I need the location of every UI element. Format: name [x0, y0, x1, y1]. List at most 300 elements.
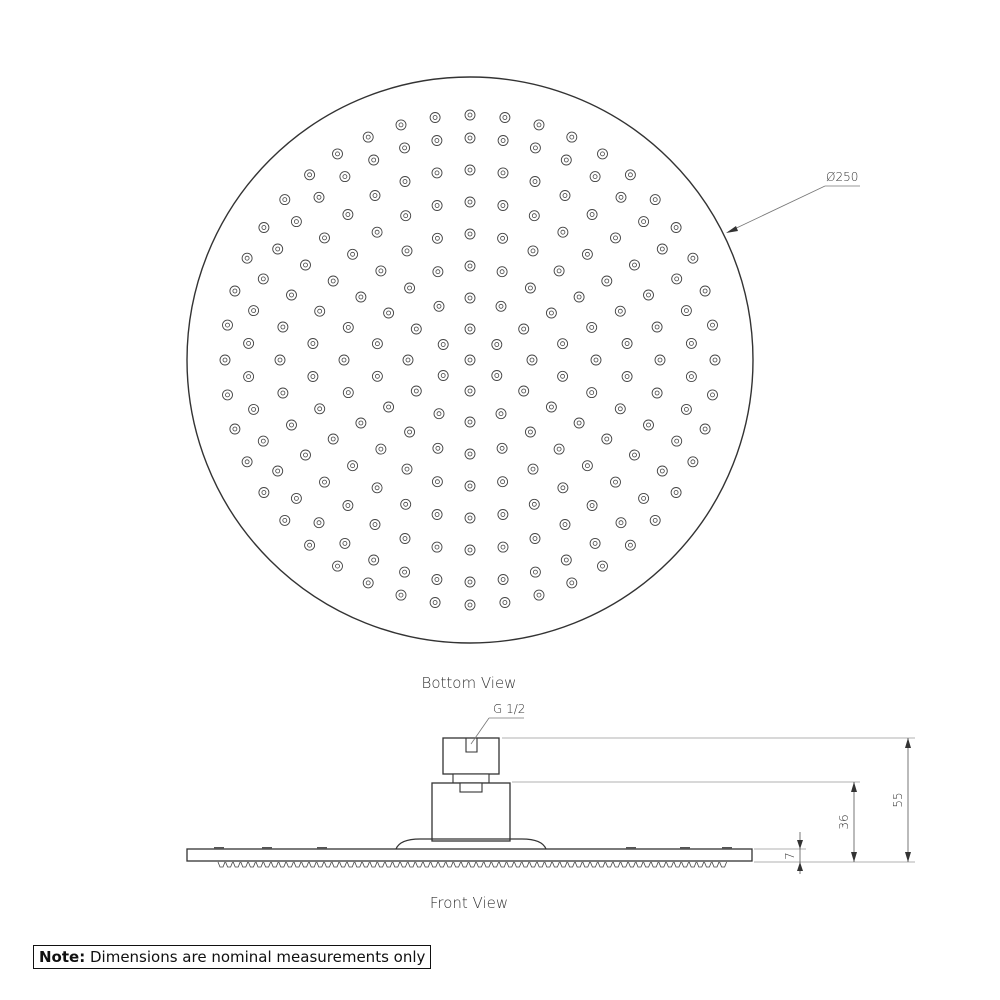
- nozzle: [356, 292, 366, 302]
- nozzle: [558, 371, 568, 381]
- nozzle-center: [557, 269, 561, 273]
- nozzle-center: [304, 263, 308, 267]
- nozzle: [384, 402, 394, 412]
- nozzle: [587, 388, 597, 398]
- nozzle-center: [522, 327, 526, 331]
- nozzle: [343, 322, 353, 332]
- nozzle-center: [375, 374, 379, 378]
- nozzle: [672, 274, 682, 284]
- nozzle-tip: [575, 862, 582, 867]
- nozzle-center: [691, 256, 695, 260]
- nozzle-center: [403, 180, 407, 184]
- nozzle: [280, 195, 290, 205]
- nozzle: [686, 372, 696, 382]
- nozzle: [376, 444, 386, 454]
- nozzle-center: [564, 158, 568, 162]
- nozzle: [242, 253, 252, 263]
- nozzle-center: [601, 564, 605, 568]
- nozzle-center: [379, 269, 383, 273]
- nozzle: [616, 192, 626, 202]
- nozzle: [574, 418, 584, 428]
- nozzle-tip: [340, 862, 347, 867]
- nozzle: [242, 457, 252, 467]
- nozzle-center: [323, 236, 327, 240]
- nozzle-tip: [355, 862, 362, 867]
- nozzle: [644, 290, 654, 300]
- nozzle: [530, 177, 540, 187]
- nozzle-center: [226, 393, 230, 397]
- nozzle: [560, 520, 570, 530]
- nozzle-center: [331, 437, 335, 441]
- nozzle-center: [346, 213, 350, 217]
- nozzle-tip: [423, 862, 430, 867]
- nozzle-center: [435, 171, 439, 175]
- nozzle-center: [403, 146, 407, 150]
- nozzle-center: [647, 293, 651, 297]
- nozzle-center: [495, 374, 499, 378]
- nozzle-tip: [644, 862, 651, 867]
- nozzle: [258, 274, 268, 284]
- nozzle-tip: [704, 862, 711, 867]
- nozzle-tip: [469, 862, 476, 867]
- nozzle: [465, 545, 475, 555]
- nozzle-center: [346, 504, 350, 508]
- nozzle: [574, 292, 584, 302]
- nozzle-center: [318, 407, 322, 411]
- nozzle: [671, 223, 681, 233]
- nozzle-center: [642, 220, 646, 224]
- nozzle-center: [351, 252, 355, 256]
- nozzle-center: [336, 152, 340, 156]
- nozzle-center: [403, 570, 407, 574]
- nozzle: [708, 320, 718, 330]
- nozzle-center: [351, 464, 355, 468]
- diameter-arrowhead: [726, 226, 738, 233]
- nozzle-center: [531, 467, 535, 471]
- nozzle-tip: [682, 862, 689, 867]
- nozzle: [356, 418, 366, 428]
- nozzle-center: [408, 430, 412, 434]
- nozzle-center: [435, 204, 439, 208]
- nozzle: [530, 143, 540, 153]
- nozzle: [657, 244, 667, 254]
- nozzle-tip: [271, 862, 278, 867]
- nozzle-center: [281, 391, 285, 395]
- nozzle-center: [408, 286, 412, 290]
- nozzle-center: [593, 541, 597, 545]
- nozzle-center: [642, 496, 646, 500]
- nozzle-center: [375, 342, 379, 346]
- nozzle: [561, 555, 571, 565]
- nozzle: [686, 338, 696, 348]
- nozzle-tip: [666, 862, 673, 867]
- nozzle: [259, 223, 269, 233]
- nozzle: [275, 355, 285, 365]
- nozzle: [465, 355, 475, 365]
- nozzle-center: [245, 460, 249, 464]
- nozzle-tip: [545, 862, 552, 867]
- nozzle: [432, 510, 442, 520]
- nozzle: [370, 191, 380, 201]
- nozzle-center: [308, 173, 312, 177]
- nozzle: [602, 276, 612, 286]
- nozzle: [498, 233, 508, 243]
- nozzle-center: [343, 541, 347, 545]
- nozzle-center: [346, 325, 350, 329]
- nozzle: [498, 136, 508, 146]
- nozzle: [591, 355, 601, 365]
- nozzle: [432, 201, 442, 211]
- nozzle-center: [294, 496, 298, 500]
- nozzle-center: [433, 116, 437, 120]
- nozzle: [230, 424, 240, 434]
- nozzle-center: [532, 502, 536, 506]
- nozzle: [438, 340, 448, 350]
- nozzle-tip: [279, 862, 286, 867]
- nozzle: [465, 417, 475, 427]
- plate-nozzle-tips: [218, 862, 727, 867]
- nozzle: [363, 578, 373, 588]
- nozzle-center: [590, 325, 594, 329]
- nozzle-center: [262, 226, 266, 230]
- nozzle-center: [435, 578, 439, 582]
- nozzle: [561, 155, 571, 165]
- nozzle-center: [342, 358, 346, 362]
- nozzle: [644, 420, 654, 430]
- nozzle: [528, 246, 538, 256]
- nozzle: [500, 113, 510, 123]
- nozzle: [220, 355, 230, 365]
- nozzle: [630, 450, 640, 460]
- nozzle-center: [594, 358, 598, 362]
- nozzle-center: [561, 486, 565, 490]
- nozzle: [496, 301, 506, 311]
- nozzle-center: [570, 135, 574, 139]
- nozzle: [528, 464, 538, 474]
- nozzle: [688, 457, 698, 467]
- nozzle-center: [359, 295, 363, 299]
- nozzle-center: [618, 407, 622, 411]
- nozzle-center: [674, 226, 678, 230]
- nozzle: [372, 227, 382, 237]
- nozzle-center: [276, 469, 280, 473]
- nozzle-center: [436, 270, 440, 274]
- nozzle-center: [233, 427, 237, 431]
- nozzle: [400, 143, 410, 153]
- nozzle-tip: [476, 862, 483, 867]
- nozzle: [291, 217, 301, 227]
- nozzle-center: [605, 437, 609, 441]
- nozzle: [400, 534, 410, 544]
- nozzle-tip: [362, 862, 369, 867]
- nozzle-center: [625, 375, 629, 379]
- nozzle: [328, 434, 338, 444]
- nozzle: [708, 390, 718, 400]
- nozzle-center: [653, 198, 657, 202]
- nozzle: [465, 386, 475, 396]
- nozzle: [625, 170, 635, 180]
- nozzle: [278, 388, 288, 398]
- nozzle-center: [619, 521, 623, 525]
- dim-7-arrow-top: [797, 840, 803, 849]
- nozzle-center: [689, 375, 693, 379]
- nozzle-center: [403, 537, 407, 541]
- nozzle-tip: [431, 862, 438, 867]
- nozzle: [314, 518, 324, 528]
- nozzle-tip: [636, 862, 643, 867]
- nozzle: [622, 372, 632, 382]
- dim-55-arrow-top: [905, 738, 911, 748]
- nozzle-center: [294, 220, 298, 224]
- nozzle: [372, 371, 382, 381]
- nozzle: [432, 168, 442, 178]
- nozzle-center: [530, 358, 534, 362]
- nozzle-center: [281, 325, 285, 329]
- nozzle-tip: [241, 862, 248, 867]
- nozzle: [700, 286, 710, 296]
- plate-mark: [214, 847, 224, 849]
- nozzle-center: [331, 279, 335, 283]
- nozzle-center: [585, 464, 589, 468]
- nozzle: [519, 386, 529, 396]
- nozzle-center: [441, 343, 445, 347]
- nozzle: [372, 483, 382, 493]
- shower-head-outline: [187, 77, 753, 643]
- nozzle-center: [593, 175, 597, 179]
- nozzle-tip: [332, 862, 339, 867]
- nozzle: [339, 355, 349, 365]
- nozzle-center: [468, 484, 472, 488]
- nozzle-center: [501, 578, 505, 582]
- nozzle-center: [317, 521, 321, 525]
- nozzle-tip: [537, 862, 544, 867]
- dim-7-label: 7: [783, 852, 797, 860]
- nozzle-center: [336, 564, 340, 568]
- nozzle: [340, 172, 350, 182]
- nozzle-center: [563, 194, 567, 198]
- nozzle-center: [557, 447, 561, 451]
- plate-mark: [262, 847, 272, 849]
- nozzle: [308, 339, 318, 349]
- diameter-leader-line: [728, 186, 825, 232]
- nozzle: [400, 567, 410, 577]
- nozzle-center: [435, 545, 439, 549]
- nozzle: [587, 210, 597, 220]
- plate-mark: [680, 847, 690, 849]
- nozzle: [244, 372, 254, 382]
- nozzle-tip: [393, 862, 400, 867]
- nozzle: [492, 340, 502, 350]
- nozzle: [616, 518, 626, 528]
- note-text: Dimensions are nominal measurements only: [89, 948, 426, 966]
- nozzle: [376, 266, 386, 276]
- nozzle-center: [703, 427, 707, 431]
- nozzle: [558, 339, 568, 349]
- nozzle: [529, 211, 539, 221]
- nozzle: [611, 233, 621, 243]
- nozzle: [567, 132, 577, 142]
- nozzle-center: [468, 200, 472, 204]
- nozzle: [291, 493, 301, 503]
- nozzle-center: [468, 516, 472, 520]
- dimension-note: [33, 945, 431, 969]
- dim-36-label: 36: [837, 814, 851, 830]
- nozzle-tip: [507, 862, 514, 867]
- nozzle-center: [711, 323, 715, 327]
- nozzle: [498, 542, 508, 552]
- nozzle: [343, 501, 353, 511]
- nozzle-grid: [220, 110, 720, 610]
- nozzle-tip: [461, 862, 468, 867]
- nozzle-center: [561, 230, 565, 234]
- nozzle: [639, 217, 649, 227]
- nozzle-center: [304, 453, 308, 457]
- nozzle: [320, 233, 330, 243]
- nozzle-center: [628, 173, 632, 177]
- nozzle: [622, 339, 632, 349]
- nozzle-center: [387, 311, 391, 315]
- nozzle-tip: [416, 862, 423, 867]
- nozzle-tip: [697, 862, 704, 867]
- front-view-caption: Front View: [429, 894, 509, 912]
- nozzle: [688, 253, 698, 263]
- nozzle-center: [318, 309, 322, 313]
- nozzle-tip: [317, 862, 324, 867]
- nozzle-center: [278, 358, 282, 362]
- nozzle-center: [387, 405, 391, 409]
- nozzle-center: [375, 230, 379, 234]
- nozzle: [301, 260, 311, 270]
- nozzle: [465, 513, 475, 523]
- nozzle-center: [577, 295, 581, 299]
- nozzle-tip: [446, 862, 453, 867]
- nozzle-center: [522, 389, 526, 393]
- nozzle: [287, 420, 297, 430]
- nozzle: [320, 477, 330, 487]
- nozzle-tip: [233, 862, 240, 867]
- nozzle: [223, 320, 233, 330]
- nozzle-center: [590, 504, 594, 508]
- nozzle-center: [501, 171, 505, 175]
- nozzle-center: [577, 421, 581, 425]
- nozzle-tip: [347, 862, 354, 867]
- nozzle: [497, 267, 507, 277]
- nozzle-center: [561, 342, 565, 346]
- nozzle-center: [245, 256, 249, 260]
- nozzle: [700, 424, 710, 434]
- nozzle-center: [468, 296, 472, 300]
- nozzle-center: [435, 139, 439, 143]
- nozzle: [529, 499, 539, 509]
- nozzle-center: [633, 263, 637, 267]
- nozzle: [343, 210, 353, 220]
- nozzle: [465, 577, 475, 587]
- nozzle-center: [468, 168, 472, 172]
- nozzle-tip: [302, 862, 309, 867]
- nozzle-center: [372, 558, 376, 562]
- nozzle: [546, 402, 556, 412]
- nozzle-center: [404, 502, 408, 506]
- nozzle: [411, 324, 421, 334]
- nozzle: [259, 488, 269, 498]
- nozzle: [273, 244, 283, 254]
- nozzle: [434, 301, 444, 311]
- nozzle-tip: [385, 862, 392, 867]
- nozzle-center: [317, 195, 321, 199]
- nozzle-center: [501, 236, 505, 240]
- arm-bolt: [460, 783, 482, 792]
- nozzle: [430, 113, 440, 123]
- thread-label: G 1/2: [493, 702, 526, 716]
- nozzle-tip: [492, 862, 499, 867]
- nozzle-center: [468, 358, 472, 362]
- nozzle-center: [533, 570, 537, 574]
- nozzle-tip: [598, 862, 605, 867]
- nozzle-center: [570, 581, 574, 585]
- dim-55-label: 55: [891, 792, 905, 808]
- nozzle: [273, 466, 283, 476]
- nozzle-tip: [628, 862, 635, 867]
- nozzle-center: [689, 341, 693, 345]
- nozzle-center: [500, 446, 504, 450]
- nozzle-center: [261, 439, 265, 443]
- nozzle: [287, 290, 297, 300]
- nozzle: [280, 515, 290, 525]
- nozzle-tip: [484, 862, 491, 867]
- nozzle-center: [533, 537, 537, 541]
- nozzle-center: [247, 341, 251, 345]
- nozzle: [305, 540, 315, 550]
- nozzle-tip: [674, 862, 681, 867]
- nozzle-center: [499, 304, 503, 308]
- nozzle-center: [501, 480, 505, 484]
- nozzle-tip: [560, 862, 567, 867]
- nozzle: [554, 444, 564, 454]
- nozzle: [498, 201, 508, 211]
- nozzle: [438, 371, 448, 381]
- note-prefix: Note:: [39, 948, 86, 966]
- nozzle-center: [532, 214, 536, 218]
- nozzle: [405, 427, 415, 437]
- nozzle: [249, 306, 259, 316]
- front-view: [187, 702, 915, 912]
- nozzle-center: [533, 180, 537, 184]
- shower-plate: [187, 849, 752, 861]
- nozzle-tip: [264, 862, 271, 867]
- nozzle-center: [684, 309, 688, 313]
- nozzle: [343, 388, 353, 398]
- nozzle-center: [711, 393, 715, 397]
- nozzle-center: [675, 439, 679, 443]
- nozzle-center: [261, 277, 265, 281]
- nozzle-center: [564, 558, 568, 562]
- nozzle-center: [528, 430, 532, 434]
- nozzle: [340, 538, 350, 548]
- nozzle-tip: [720, 862, 727, 867]
- plate-mark: [317, 847, 327, 849]
- nozzle-center: [311, 342, 315, 346]
- nozzle-center: [468, 327, 472, 331]
- nozzle-center: [247, 375, 251, 379]
- nozzle: [433, 443, 443, 453]
- nozzle-center: [703, 289, 707, 293]
- nozzle: [363, 132, 373, 142]
- nozzle-tip: [294, 862, 301, 867]
- nozzle: [405, 283, 415, 293]
- nozzle-center: [633, 453, 637, 457]
- nozzle: [314, 192, 324, 202]
- nozzle-tip: [514, 862, 521, 867]
